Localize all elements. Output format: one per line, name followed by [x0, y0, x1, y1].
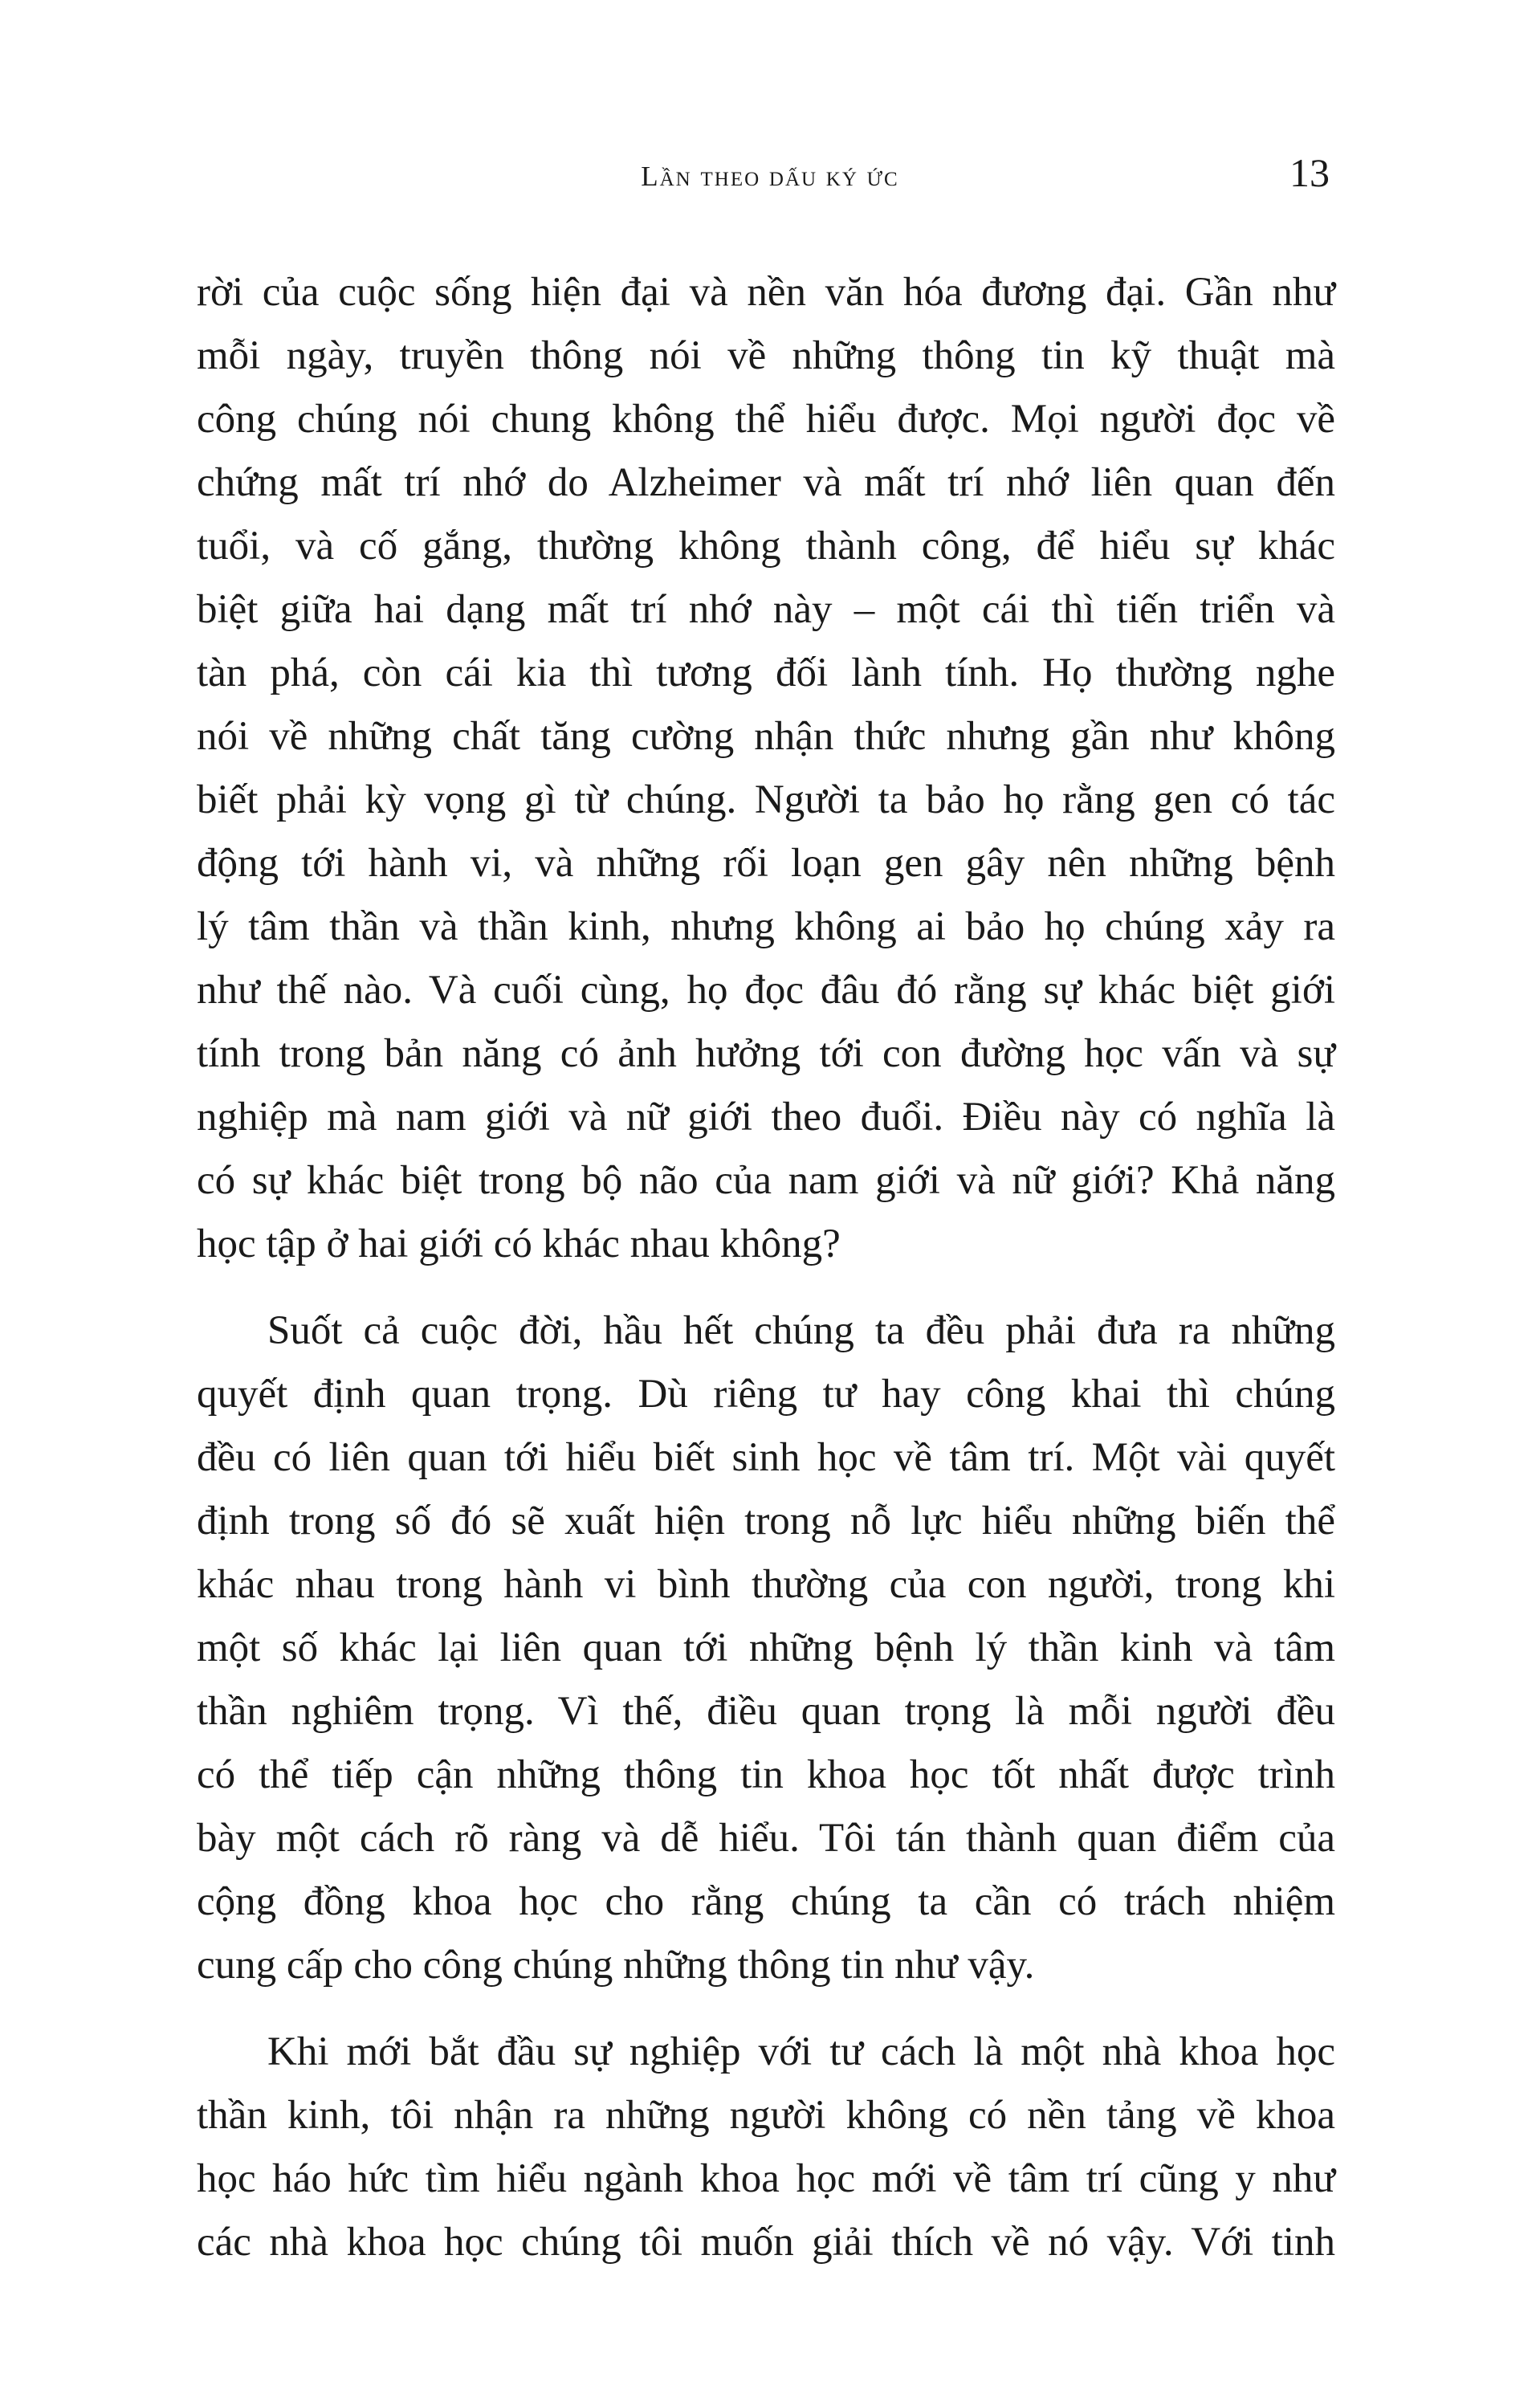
text-line: công chúng nói chung không thể hiểu được. Mọi người đọc về — [197, 397, 1335, 442]
text-line: có thể tiếp cận những thông tin khoa học tốt nhất được trình — [197, 1752, 1335, 1797]
text-line: khác nhau trong hành vi bình thường của con người, trong khi — [197, 1562, 1335, 1607]
text-line: tàn phá, còn cái kia thì tương đối lành tính. Họ thường nghe — [197, 650, 1335, 695]
text-line: một số khác lại liên quan tới những bệnh lý thần kinh và tâm — [197, 1625, 1335, 1670]
text-line: bày một cách rõ ràng và dễ hiểu. Tôi tán thành quan điểm của — [197, 1816, 1335, 1861]
body-text — [197, 261, 1335, 2274]
text-line: lý tâm thần và thần kinh, nhưng không ai bảo họ chúng xảy ra — [197, 904, 1335, 949]
text-line: tính trong bản năng có ảnh hưởng tới con đường học vấn và sự — [197, 1031, 1335, 1076]
text-line: quyết định quan trọng. Dù riêng tư hay công khai thì chúng — [197, 1372, 1335, 1417]
paragraph-3 — [197, 2021, 1335, 2274]
text-line: thần nghiêm trọng. Vì thế, điều quan trọng là mỗi người đều — [197, 1689, 1335, 1734]
text-line: định trong số đó sẽ xuất hiện trong nỗ lực hiểu những biến thể — [197, 1499, 1335, 1544]
page-number: 13 — [1289, 150, 1330, 195]
text-line: tuổi, và cố gắng, thường không thành công, để hiểu sự khác — [197, 524, 1335, 569]
running-title: Lần theo dấu ký ức — [641, 161, 899, 192]
text-line: đều có liên quan tới hiểu biết sinh học về tâm trí. Một vài quyết — [197, 1435, 1335, 1480]
text-line: biệt giữa hai dạng mất trí nhớ này – một cái thì tiến triển và — [197, 587, 1335, 632]
text-line: học tập ở hai giới có khác nhau không? — [197, 1221, 841, 1266]
text-line: học háo hức tìm hiểu ngành khoa học mới về tâm trí cũng y như — [197, 2156, 1335, 2201]
text-line: động tới hành vi, và những rối loạn gen gây nên những bệnh — [197, 841, 1335, 886]
text-line: biết phải kỳ vọng gì từ chúng. Người ta bảo họ rằng gen có tác — [197, 777, 1335, 822]
paragraph-1 — [197, 261, 1335, 1276]
running-header — [0, 149, 1540, 206]
text-line: có sự khác biệt trong bộ não của nam giới và nữ giới? Khả năng — [197, 1158, 1335, 1203]
text-line: mỗi ngày, truyền thông nói về những thông tin kỹ thuật mà — [197, 333, 1335, 378]
text-line: nghiệp mà nam giới và nữ giới theo đuổi. Điều này có nghĩa là — [197, 1095, 1335, 1140]
text-line: rời của cuộc sống hiện đại và nền văn hóa đương đại. Gần như — [197, 270, 1335, 315]
text-line: chứng mất trí nhớ do Alzheimer và mất trí nhớ liên quan đến — [197, 460, 1335, 505]
text-line: các nhà khoa học chúng tôi muốn giải thích về nó vậy. Với tinh — [197, 2220, 1335, 2265]
text-line: thần kinh, tôi nhận ra những người không có nền tảng về khoa — [197, 2093, 1335, 2138]
text-line: như thế nào. Và cuối cùng, họ đọc đâu đó rằng sự khác biệt giới — [197, 968, 1335, 1013]
text-line: Khi mới bắt đầu sự nghiệp với tư cách là một nhà khoa học — [267, 2029, 1335, 2074]
text-line: cung cấp cho công chúng những thông tin như vậy. — [197, 1943, 1035, 1988]
text-line: Suốt cả cuộc đời, hầu hết chúng ta đều phải đưa ra những — [267, 1308, 1335, 1353]
text-line: nói về những chất tăng cường nhận thức nhưng gần như không — [197, 714, 1335, 759]
text-line: cộng đồng khoa học cho rằng chúng ta cần có trách nhiệm — [197, 1879, 1335, 1924]
paragraph-2 — [197, 1299, 1335, 1997]
